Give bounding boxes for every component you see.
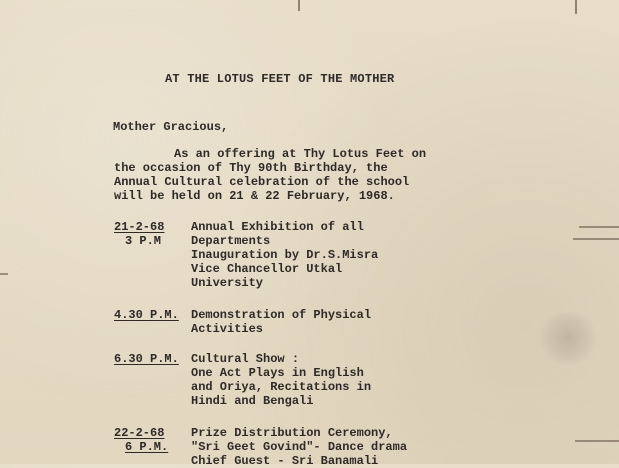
side-mark-right-2 [573,238,619,240]
entry-line: "Sri Geet Govind"- Dance drama [191,440,408,454]
entry-line: Vice Chancellor Utkal [191,262,343,276]
entry-line: Prize Distribution Ceremony, [191,426,393,440]
intro-line-4: will be held on 21 & 22 February, 1968. [114,189,395,203]
entry-hour: 6 P.M. [125,440,169,454]
entry-time [114,426,188,454]
side-mark-left [0,273,8,275]
salutation: Mother Gracious, [113,120,229,134]
entry-line: Annual Exhibition of all [191,220,364,234]
entry-hour: 4.30 P.M. [114,308,179,322]
entry-description [191,220,509,290]
entry-line: Chief Guest - Sri Banamali [191,454,379,468]
paper-stain [537,312,599,364]
entry-hour: 6.30 P.M. [114,352,179,366]
side-mark-right-1 [579,226,619,228]
entry-time [114,308,188,322]
top-mark-right [575,0,577,14]
entry-time [114,220,188,248]
entry-date: 22-2-68 [114,426,165,440]
entry-description [191,352,509,408]
entry-description [191,308,509,336]
entry-line: One Act Plays in English [191,366,364,380]
entry-line: Demonstration of Physical [191,308,372,322]
entry-line: Inauguration by Dr.S.Misra [191,248,379,262]
intro-paragraph [114,147,480,203]
intro-line-2: the occasion of Thy 90th Birthday, the [114,161,388,175]
side-mark-right-3 [575,440,619,442]
top-mark-left [298,0,300,11]
entry-line: Hindi and Bengali [191,394,314,408]
entry-description [191,426,509,468]
document-title: AT THE LOTUS FEET OF THE MOTHER [165,72,395,86]
entry-line: and Oriya, Recitations in [191,380,372,394]
intro-line-1: As an offering at Thy Lotus Feet on [174,147,427,161]
intro-line-3: Annual Cultural celebration of the school [114,175,410,189]
entry-date: 21-2-68 [114,220,165,234]
entry-line: Activities [191,322,264,336]
entry-time [114,352,188,366]
entry-hour: 3 P.M [125,234,162,248]
entry-line: Departments [191,234,271,248]
entry-line: University [191,276,264,290]
entry-line: Cultural Show : [191,352,300,366]
